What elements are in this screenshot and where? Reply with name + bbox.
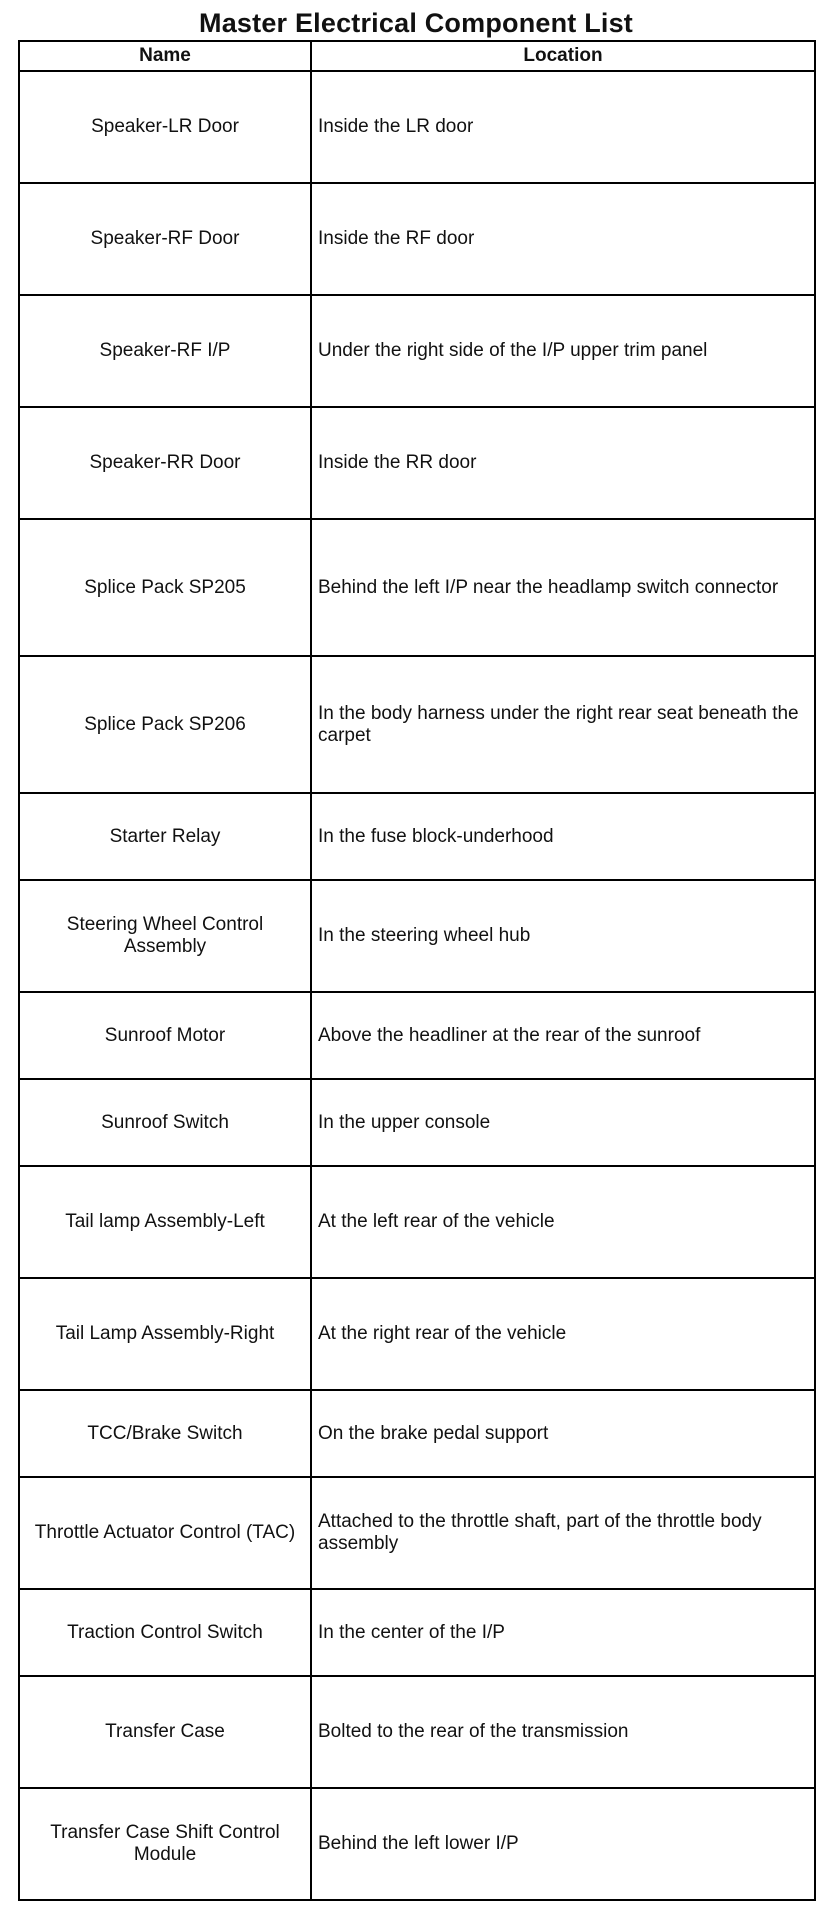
table-row — [19, 992, 815, 1079]
table-row — [19, 519, 815, 656]
component-name: Speaker-RR Door — [19, 407, 311, 519]
table-row — [19, 71, 815, 183]
component-name: Steering Wheel Control Assembly — [19, 880, 311, 992]
component-location: Behind the left I/P near the headlamp switch connector — [311, 519, 815, 656]
table-row — [19, 183, 815, 295]
component-name: Speaker-RF Door — [19, 183, 311, 295]
component-name: Tail lamp Assembly-Left — [19, 1166, 311, 1278]
component-location: Behind the left lower I/P — [311, 1788, 815, 1900]
table-row — [19, 1079, 815, 1166]
component-name: Splice Pack SP205 — [19, 519, 311, 656]
table-row — [19, 295, 815, 407]
component-name: Throttle Actuator Control (TAC) — [19, 1477, 311, 1589]
component-name: Sunroof Switch — [19, 1079, 311, 1166]
component-location: Inside the RR door — [311, 407, 815, 519]
component-location: On the brake pedal support — [311, 1390, 815, 1477]
table-row — [19, 1278, 815, 1390]
component-table — [18, 40, 816, 1901]
table-row — [19, 793, 815, 880]
component-name: Transfer Case Shift Control Module — [19, 1788, 311, 1900]
table-header-row — [19, 41, 815, 71]
component-name: Splice Pack SP206 — [19, 656, 311, 793]
table-row — [19, 656, 815, 793]
component-location: In the steering wheel hub — [311, 880, 815, 992]
column-header-name: Name — [19, 41, 311, 71]
component-location: In the center of the I/P — [311, 1589, 815, 1676]
component-name: Tail Lamp Assembly-Right — [19, 1278, 311, 1390]
component-location: In the upper console — [311, 1079, 815, 1166]
component-name: Sunroof Motor — [19, 992, 311, 1079]
page-title: Master Electrical Component List — [199, 8, 633, 38]
component-name: Transfer Case — [19, 1676, 311, 1788]
component-location: In the fuse block-underhood — [311, 793, 815, 880]
component-name: Speaker-LR Door — [19, 71, 311, 183]
component-location: Attached to the throttle shaft, part of the throttle body assembly — [311, 1477, 815, 1589]
component-location: Above the headliner at the rear of the sunroof — [311, 992, 815, 1079]
component-location: Under the right side of the I/P upper trim panel — [311, 295, 815, 407]
table-row — [19, 1390, 815, 1477]
component-location: At the left rear of the vehicle — [311, 1166, 815, 1278]
table-row — [19, 880, 815, 992]
table-row — [19, 1788, 815, 1900]
component-location: At the right rear of the vehicle — [311, 1278, 815, 1390]
component-name: TCC/Brake Switch — [19, 1390, 311, 1477]
table-row — [19, 1477, 815, 1589]
component-location: Bolted to the rear of the transmission — [311, 1676, 815, 1788]
table-row — [19, 1676, 815, 1788]
component-location: Inside the RF door — [311, 183, 815, 295]
table-row — [19, 1166, 815, 1278]
component-location: In the body harness under the right rear seat beneath the carpet — [311, 656, 815, 793]
component-name: Traction Control Switch — [19, 1589, 311, 1676]
component-name: Starter Relay — [19, 793, 311, 880]
column-header-location: Location — [311, 41, 815, 71]
component-name: Speaker-RF I/P — [19, 295, 311, 407]
table-row — [19, 1589, 815, 1676]
table-row — [19, 407, 815, 519]
component-location: Inside the LR door — [311, 71, 815, 183]
